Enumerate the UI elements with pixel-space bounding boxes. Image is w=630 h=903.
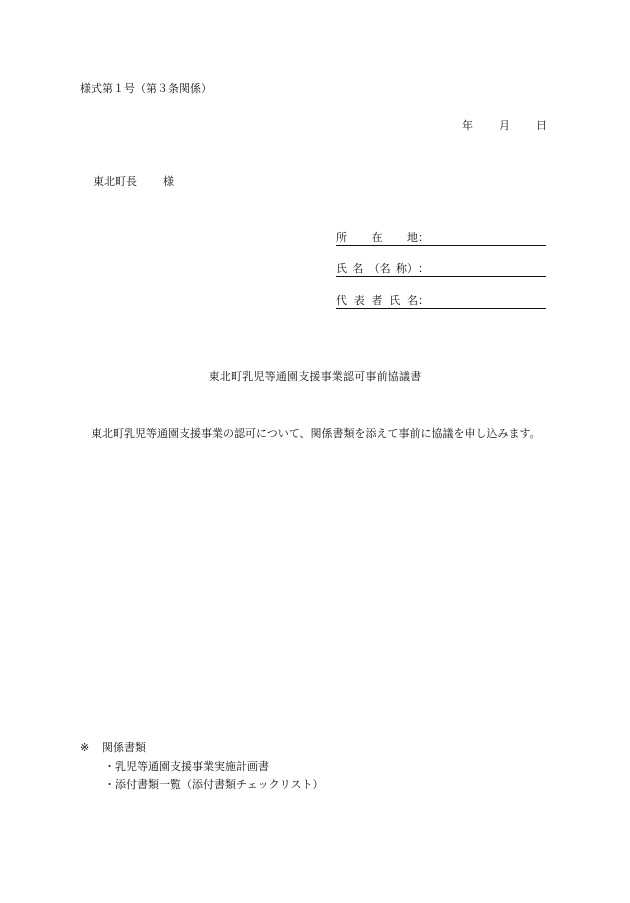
name-label [336,262,418,276]
address-label [336,231,418,245]
attachments-heading [80,741,146,755]
document-body: 東北町乳児等通園支援事業の認可について、関係書類を添えて事前に協議を申し込みます。 [91,427,541,440]
name-label-char: （名 [368,262,391,275]
address-colon: ： [418,231,429,244]
representative-label-char: 名 [407,294,418,307]
date-year-label: 年 [462,119,473,132]
date-day-label: 日 [536,119,547,132]
address-label-char: 地 [407,231,418,244]
document-title: 東北町乳児等通園支援事業認可事前協議書 [208,370,422,383]
date-line [462,119,548,133]
representative-colon: ： [418,294,429,307]
representative-label-char: 表 [353,294,365,307]
attachment-item: ・添付書類一覧（添付書類チェックリスト） [104,778,324,791]
reference-mark: ※ [80,741,90,754]
name-label-char: 名 [352,262,364,275]
representative-label-char: 者 [371,294,383,307]
name-colon: ： [418,262,429,275]
date-month-label: 月 [499,119,510,132]
applicant-name-row [336,260,546,277]
applicant-representative-row [336,292,546,309]
representative-label [336,294,418,308]
representative-label-char: 氏 [389,294,401,307]
attachments-heading-label: 関係書類 [102,741,146,754]
recipient-name: 東北町長 [93,175,137,188]
name-label-char: 氏 [336,262,347,275]
attachment-item: ・乳児等通園支援事業実施計画書 [104,760,269,773]
representative-label-char: 代 [336,294,347,307]
recipient-honorific: 様 [163,175,174,188]
name-label-char: 称） [395,262,418,275]
address-label-char: 所 [336,231,347,244]
recipient [93,175,174,189]
address-label-char: 在 [371,231,383,244]
applicant-address-row [336,229,546,246]
form-number: 様式第１号（第３条関係） [80,82,212,95]
